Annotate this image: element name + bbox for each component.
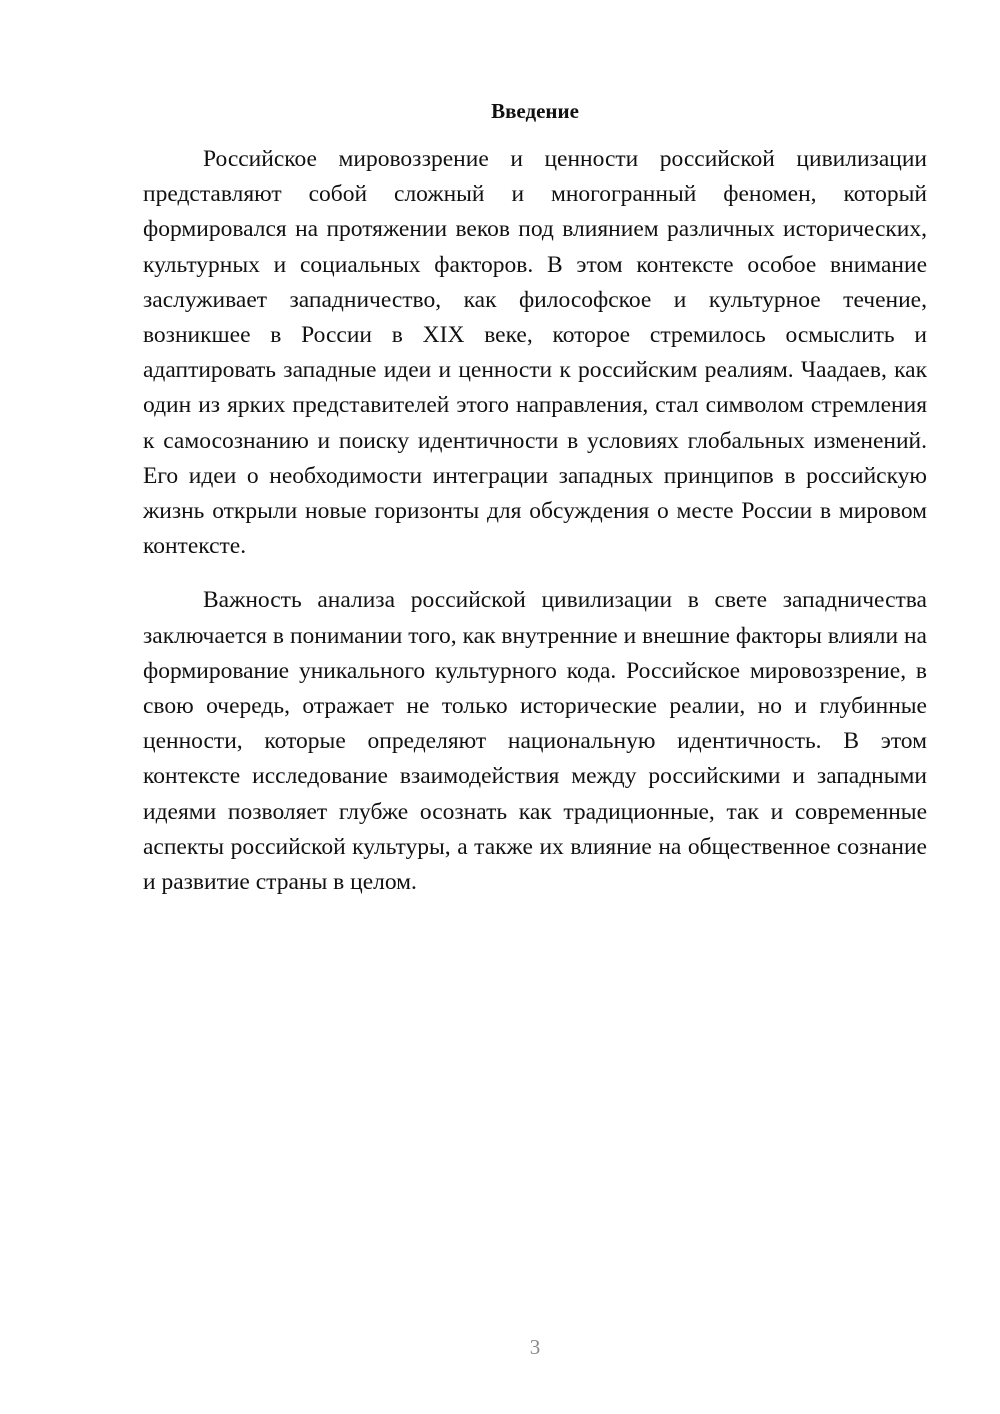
paragraph-1: Российское мировоззрение и ценности российской цивилизации представляют собой сложный и многогранный феномен, который формировался на протяжении веков под влиянием различных исторических, культурных и социальных факторов. В этом контексте особое внимание заслуживает западничество, как философское и культурное течение, возникшее в России в XIX веке, которое стремилось осмыслить и адаптировать западные идеи и ценности к российским реалиям. Чаадаев, как один из ярких представителей этого направления, стал символом стремления к самосознанию и поиску идентичности в условиях глобальных изменений. Его идеи о необходимости интеграции западных принципов в российскую жизнь открыли новые горизонты для обсуждения о месте России в мировом контексте. bbox=[143, 146, 927, 560]
document-body bbox=[143, 142, 927, 900]
page-title: Введение bbox=[491, 99, 579, 123]
page-number: 3 bbox=[529, 1335, 541, 1359]
paragraph-2: Важность анализа российской цивилизации в свете западничества заключается в понимании того, как внутренние и внешние факторы влияли на формирование уникального культурного кода. Российское мировоззрение, в свою очередь, отражает не только исторические реалии, но и глубинные ценности, которые определяют национальную идентичность. В этом контексте исследование взаимодействия между российскими и западными идеями позволяет глубже осознать как традиционные, так и современные аспекты российской культуры, а также их влияние на общественное сознание и развитие страны в целом. bbox=[143, 587, 927, 896]
